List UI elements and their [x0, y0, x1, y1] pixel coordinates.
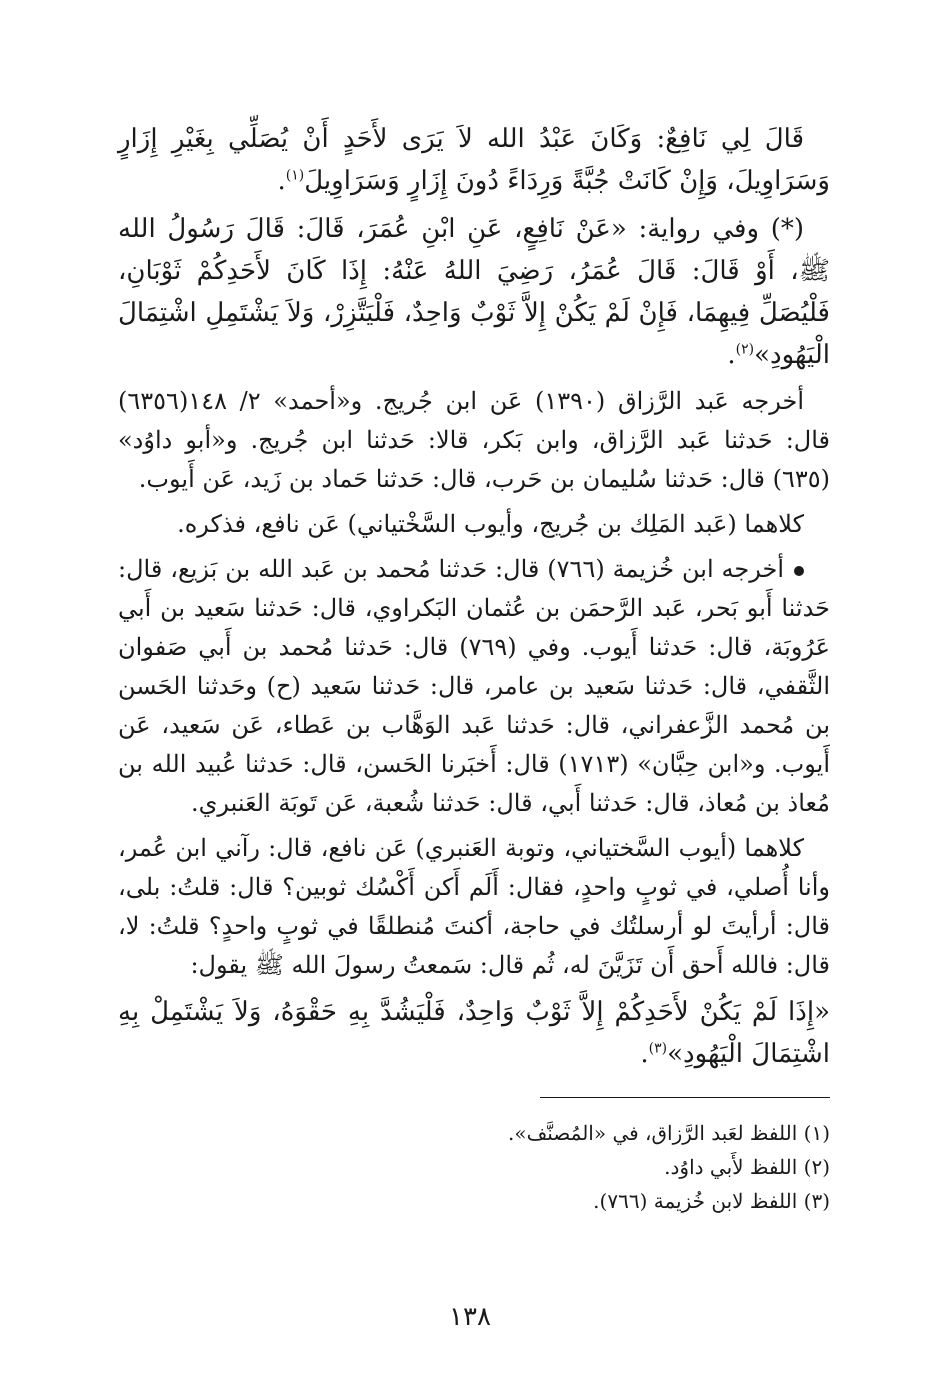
- paragraph-takhrij-2: [118, 550, 830, 823]
- paragraph-text: «إِذَا لَمْ يَكُنْ لأَحَدِكُمْ إِلاَّ ثَوْبٌ وَاحِدٌ، فَلْيَشُدَّ بِهِ حَقْوَهُ، وَلاَ يَشْتَمِلْ بِهِ اشْتِمَالَ الْيَهُودِ»: [118, 997, 830, 1069]
- bullet-icon: [794, 566, 804, 576]
- footnote-separator: [540, 1097, 830, 1098]
- footnote-ref: (٣): [648, 1040, 668, 1057]
- paragraph-takhrij-1: [118, 382, 830, 499]
- paragraph-text: كلاهما (عَبد المَلِك بن جُريج، وأيوب السَّخْتياني) عَن نافع، فذكره.: [177, 510, 804, 538]
- page-number: ١٣٨: [449, 1302, 491, 1332]
- paragraph-text: أخرجه ابن خُزيمة (٧٦٦) قال: حَدثنا مُحمد بن عَبد الله بن بَزيع، قال: حَدثنا أَبو بَحر، عَبد الرَّحمَن بن عُثمان البَكراوي، قال: حَدثنا سَعيد بن أَبي عَرُوبَة، قال: حَدثنا أَيوب. وفي (٧٦٩) قال: حَدثنا مُحمد بن أَبي صَفوان الثَّقفي، قال: حَدثنا سَعيد بن عامر، قال: حَدثنا سَعيد (ح) وحَدثنا الحَسن بن مُحمد الزَّعفراني، قال: حَدثنا عَبد الوَهَّاب بن عَطاء، عَن سَعيد، عَن أَيوب. و«ابن حِبَّان» (١٧١٣) قال: أَخبَرنا الحَسن، قال: حَدثنا عُبيد الله بن مُعاذ بن مُعاذ، قال: حَدثنا أَبي، قال: حَدثنا شُعبة، عَن تَوبَة العَنبري.: [118, 555, 831, 817]
- paragraph-text: أخرجه عَبد الرَّزاق (١٣٩٠) عَن ابن جُريج. و«أحمد» ٢/ ١٤٨(٦٣٥٦) قال: حَدثنا عَبد الرَّزاق، وابن بَكر، قالا: حَدثنا ابن جُريج. و«أبو داوُد» (٦٣٥) قال: حَدثنا سُليمان بن حَرب، قال: حَدثنا حَماد بن زَيد، عَن أَيوب.: [118, 387, 830, 493]
- paragraph-text: كلاهما (أيوب السَّختياني، وتوبة العَنبري) عَن نافع، قال: رآني ابن عُمر، وأنا أُصلي، في ثوبٍ واحدٍ، فقال: أَلَم أَكن أَكْسُك ثوبين؟ قال: قلتُ: بلى، قال: أرأيتَ لو أرسلتُك في حاجة، أكنتَ مُنطلقًا في ثوبٍ واحدٍ؟ قلتُ: لا، قال: فالله أَحق أَن تَزَيَّنَ له، ثُم قال: سَمعتُ رسولَ الله ﷺ يقول:: [118, 834, 830, 979]
- footnote-ref: (٢): [735, 341, 755, 358]
- paragraph-kilahuma-1: [118, 505, 830, 544]
- paragraph-nafi-saying: قَالَ لِي نَافِعٌ: وَكَانَ عَبْدُ الله لاَ يَرَى لأَحَدٍ أَنْ يُصَلِّي بِغَيْرِ إِزَارٍ وَسَرَاوِيلَ، وَإِنْ كَانَتْ جُبَّةً وَرِدَاءً دُونَ إِزَارٍ وَسَرَاوِيلَ$^{(١)}$.: [118, 124, 830, 196]
- footnote-2: (٢) اللفظ لأَبي داوُد.: [664, 1155, 830, 1179]
- paragraph-text: قَالَ لِي نَافِعٌ: وَكَانَ عَبْدُ الله لاَ يَرَى لأَحَدٍ أَنْ يُصَلِّي بِغَيْرِ إِزَارٍ وَسَرَاوِيلَ، وَإِنْ كَانَتْ جُبَّةً وَرِدَاءً دُونَ إِزَارٍ وَسَرَاوِيلَ: [118, 124, 830, 196]
- paragraph-text: (*) وفي رواية: «عَنْ نَافِعٍ، عَنِ ابْنِ عُمَرَ، قَالَ: قَالَ رَسُولُ الله ﷺ، أَوْ قَالَ: قَالَ عُمَرُ، رَضِيَ اللهُ عَنْهُ: إِذَا كَانَ لأَحَدِكُمْ ثَوْبَانِ، فَلْيُصَلِّ فِيهِمَا، فَإِنْ لَمْ يَكُنْ إِلاَّ ثَوْبٌ وَاحِدٌ، فَلْيَتَّزِرْ، وَلاَ يَشْتَمِلِ اشْتِمَالَ الْيَهُودِ»: [118, 214, 830, 370]
- paragraph-riwaya: (*) وفي رواية: «عَنْ نَافِعٍ، عَنِ ابْنِ عُمَرَ، قَالَ: قَالَ رَسُولُ الله ﷺ، أَوْ قَالَ: قَالَ عُمَرُ، رَضِيَ اللهُ عَنْهُ: إِذَا كَانَ لأَحَدِكُمْ ثَوْبَانِ، فَلْيُصَلِّ فِيهِمَا، فَإِنْ لَمْ يَكُنْ إِلاَّ ثَوْبٌ وَاحِدٌ، فَلْيَتَّزِرْ، وَلاَ يَشْتَمِلِ اشْتِمَالَ الْيَهُودِ»$^{(٢)}$.: [118, 214, 830, 370]
- footnote-1: (١) اللفظ لعَبد الرَّزاق، في «المُصنَّف».: [507, 1121, 830, 1145]
- paragraph-kilahuma-2: [118, 829, 830, 985]
- paragraph-hadith-matn: «إِذَا لَمْ يَكُنْ لأَحَدِكُمْ إِلاَّ ثَوْبٌ وَاحِدٌ، فَلْيَشُدَّ بِهِ حَقْوَهُ، وَلاَ يَشْتَمِلْ بِهِ اشْتِمَالَ الْيَهُودِ»$^{(٣)}$.: [118, 997, 830, 1069]
- page-body: [118, 118, 830, 1218]
- footnote-3: (٣) اللفظ لابن خُزيمة (٧٦٦).: [593, 1189, 830, 1213]
- footnote-ref: (١): [285, 167, 305, 184]
